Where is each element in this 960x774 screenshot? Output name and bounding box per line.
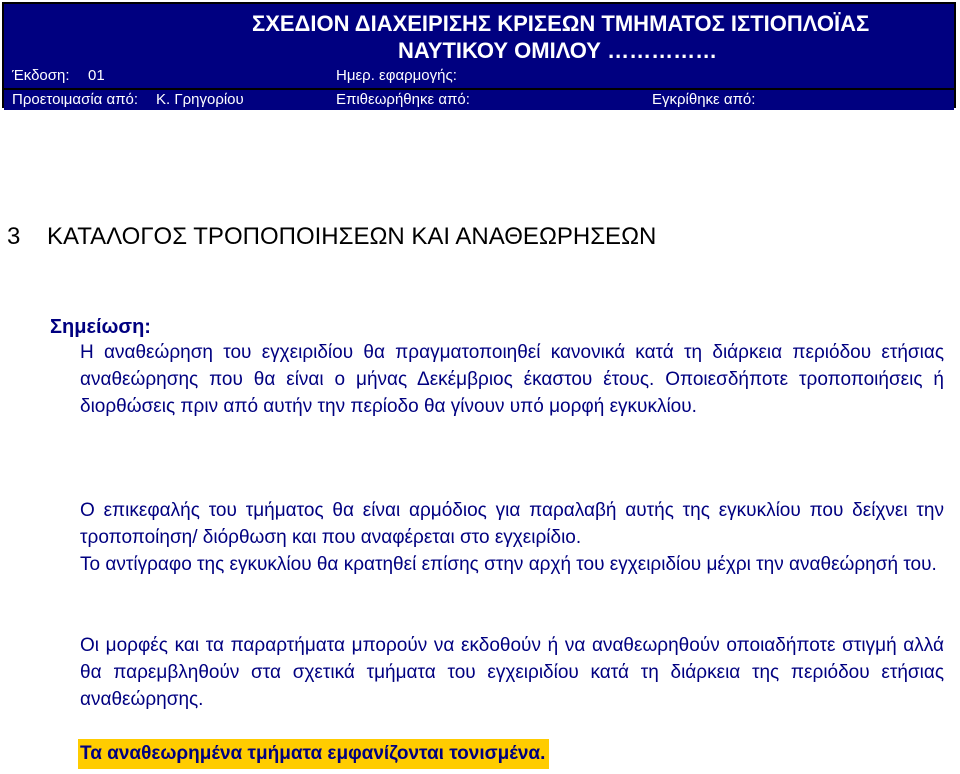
edition-label: Έκδοση: xyxy=(12,67,70,84)
note-label: Σημείωση: xyxy=(50,316,151,338)
application-date-label: Ημερ. εφαρμογής: xyxy=(336,67,457,84)
header-meta-row-2 xyxy=(4,88,954,110)
prepared-by-label: Προετοιμασία από: xyxy=(12,91,139,108)
note-paragraph-4: Οι μορφές και τα παραρτήματα μπορούν να εκδοθούν ή να αναθεωρηθούν οποιαδήποτε στιγμή αλλά θα παρεμβληθούν στα σχετικά τμήματα του εγχειριδίου κατά τη διάρκεια της περιόδου ετήσιας αναθεώρησης. xyxy=(80,635,944,710)
approved-by-label: Εγκρίθηκε από: xyxy=(652,91,756,108)
prepared-by-value: Κ. Γρηγορίου xyxy=(156,91,244,108)
header-meta-row-1 xyxy=(4,66,954,86)
reviewed-by-label: Επιθεωρήθηκε από: xyxy=(336,91,470,108)
section-heading xyxy=(7,222,656,252)
document-header xyxy=(2,2,956,108)
document-title-line-1: ΣΧΕΔΙΟΝ ΔΙΑΧΕΙΡΙΣΗΣ ΚΡΙΣΕΩΝ ΤΜΗΜΑΤΟΣ ΙΣΤΙΟΠΛΟΪΑΣ xyxy=(252,11,870,36)
header-title-block xyxy=(4,4,954,68)
note-paragraph-1: Η αναθεώρηση του εγχειριδίου θα πραγματοποιηθεί κανονικά κατά τη διάρκεια περιόδου ετήσιας αναθεώρησης που θα είναι ο μήνας Δεκέμβριος έκαστου έτους. Οποιεσδήποτε τροποποιήσεις ή διορθώσεις πριν από αυτήν την περίοδο θα γίνουν υπό μορφή εγκυκλίου. xyxy=(80,342,944,417)
section-title: ΚΑΤΑΛΟΓΟΣ ΤΡΟΠΟΠΟΙΗΣΕΩΝ ΚΑΙ ΑΝΑΘΕΩΡΗΣΕΩΝ xyxy=(47,223,657,250)
note-paragraph-3: Το αντίγραφο της εγκυκλίου θα κρατηθεί επίσης στην αρχή του εγχειριδίου μέχρι την αναθεώρησή του. xyxy=(80,554,937,575)
document-title-line-2: ΝΑΥΤΙΚΟΥ ΟΜΙΛΟΥ …………… xyxy=(398,38,718,63)
highlighted-revision-notice: Τα αναθεωρημένα τμήματα εμφανίζονται τονισμένα. xyxy=(78,739,549,769)
note-paragraph-2: Ο επικεφαλής του τμήματος θα είναι αρμόδιος για παραλαβή αυτής της εγκυκλίου που δείχνει την τροποποίηση/ διόρθωση και που αναφέρεται στο εγχειρίδιο. xyxy=(80,500,944,548)
edition-value: 01 xyxy=(88,67,105,84)
section-number: 3 xyxy=(7,223,21,250)
